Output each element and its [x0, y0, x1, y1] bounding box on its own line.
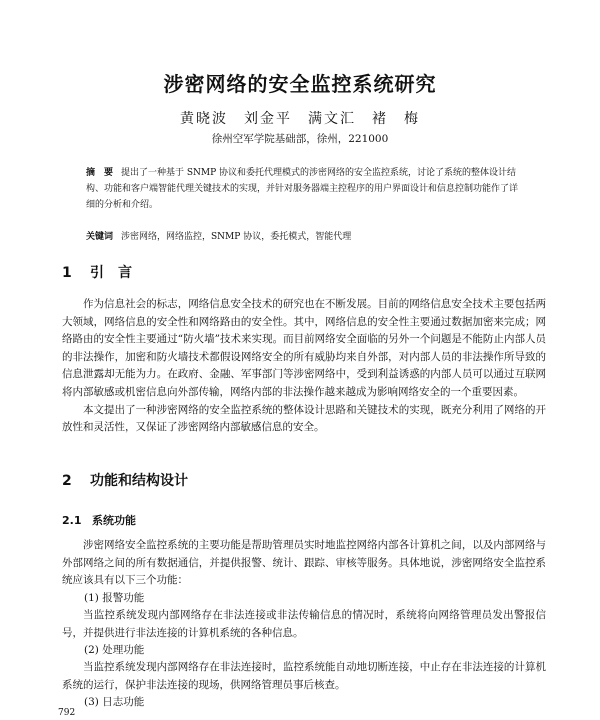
- function-text-alarm: [62, 607, 546, 642]
- function-heading-log: (3) 日志功能: [84, 696, 145, 708]
- functions-intro: [62, 537, 546, 590]
- section-title: 功能和结构设计: [90, 473, 188, 489]
- abstract-text: 提出了一种基于 SNMP 协议和委托代理模式的涉密网络的安全监控系统，讨论了系统的整体设计结构、功能和客户端智能代理关键技术的实现，并针对服务器端主控程序的用户界面设计和信息控制功能作了详细的分析和介绍。: [86, 168, 519, 210]
- function-heading-alarm: (1) 报警功能: [84, 592, 145, 604]
- keywords-text: 涉密网络，网络监控，SNMP 协议，委托模式，智能代理: [121, 232, 352, 242]
- keywords-label: 关键词: [86, 232, 114, 242]
- abstract: [86, 165, 526, 213]
- subsection-title: 系统功能: [92, 514, 136, 527]
- paragraph: 本文提出了一种涉密网络的安全监控系统的整体设计思路和关键技术的实现，既充分利用了网络的开放性和灵活性，又保证了涉密网络内部敏感信息的安全。: [62, 403, 546, 434]
- page-number: 792: [58, 708, 76, 718]
- abstract-label: 摘 要: [86, 168, 114, 178]
- introduction-body: [62, 296, 546, 437]
- section-number: 2: [62, 473, 72, 489]
- affiliation: 徐州空军学院基础部，徐州，221000: [211, 133, 389, 145]
- paragraph: 涉密网络安全监控系统的主要功能是帮助管理员实时地监控网络内部各计算机之间，以及内部网络与外部网络之间的所有数据通信，并提供报警、统计、跟踪、审核等服务。具体地说，涉密网络安全监控系统应该具有以下三个功能：: [62, 539, 546, 587]
- paper-title: 涉密网络的安全监控系统研究: [163, 72, 437, 96]
- section-title: 引 言: [90, 265, 132, 281]
- section-heading-introduction: [62, 262, 132, 282]
- function-heading-handling: (2) 处理功能: [84, 644, 145, 656]
- paragraph: 作为信息社会的标志，网络信息安全技术的研究也在不断发展。目前的网络信息安全技术主要包括两大领域，网络信息的安全性和网络路由的安全性。其中，网络信息的安全性主要通过数据加密来完成；网络路由的安全性主要通过“防火墙”技术来实现。而目前网络安全面临的另外一个问题是不能防止内部人员的非法操作，加密和防火墙技术都假设网络安全的所有威胁均来自外部，对内部人员的非法操作所导致的信息泄露却无能为力。在政府、金融、军事部门等涉密网络中，受到利益诱惑的内部人员可以通过互联网将内部敏感或机密信息向外部传输，网络内部的非法操作越来越成为影响网络安全的一个重要因素。: [62, 298, 546, 398]
- subsection-heading-functions: [62, 512, 136, 528]
- author-list: 黄晓波 刘金平 满文汇 褚 梅: [180, 111, 420, 127]
- subsection-number: 2.1: [62, 514, 82, 527]
- function-text-handling: [62, 659, 546, 694]
- keywords: [86, 229, 526, 245]
- section-heading-design: [62, 470, 188, 490]
- paragraph: 当监控系统发现内部网络存在非法连接或非法传输信息的情况时，系统将向网络管理员发出警报信号，并提供进行非法连接的计算机系统的各种信息。: [62, 609, 546, 639]
- paragraph: 当监控系统发现内部网络存在非法连接时，监控系统能自动地切断连接，中止存在非法连接的计算机系统的运行，保护非法连接的现场，供网络管理员事后核查。: [62, 661, 546, 691]
- section-number: 1: [62, 265, 72, 281]
